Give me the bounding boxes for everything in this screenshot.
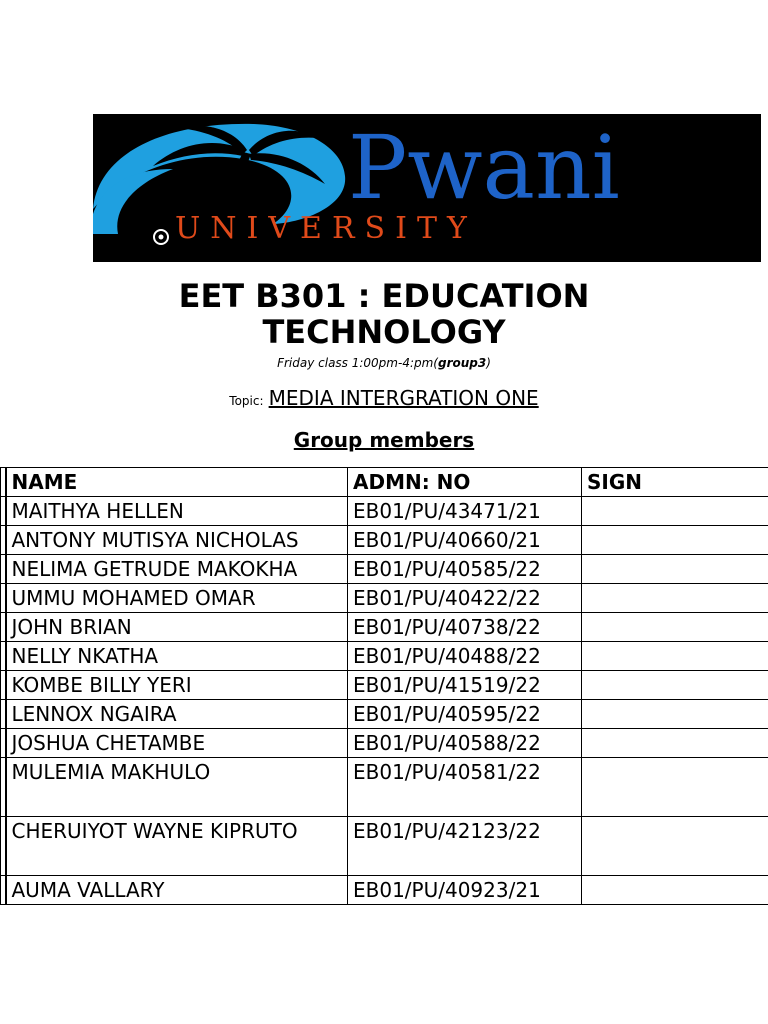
signature-cell — [582, 700, 768, 729]
member-name: JOHN BRIAN — [6, 613, 348, 642]
logo-name: Pwani — [348, 116, 620, 219]
member-name: CHERUIYOT WAYNE KIPRUTO — [6, 817, 348, 876]
course-title — [0, 278, 768, 350]
member-name: MULEMIA MAKHULO — [6, 758, 348, 817]
member-name: AUMA VALLARY — [6, 876, 348, 905]
member-name: ANTONY MUTISYA NICHOLAS — [6, 526, 348, 555]
table-row — [1, 642, 768, 671]
signature-cell — [582, 729, 768, 758]
signature-cell — [582, 876, 768, 905]
class-info — [0, 356, 768, 370]
table-row — [1, 671, 768, 700]
table-row — [1, 555, 768, 584]
table-row — [1, 613, 768, 642]
signature-cell — [582, 497, 768, 526]
topic-line — [0, 386, 768, 410]
admission-number: EB01/PU/40595/22 — [348, 700, 582, 729]
table-row — [1, 876, 768, 905]
table-row — [1, 497, 768, 526]
table-row — [1, 700, 768, 729]
signature-cell — [582, 584, 768, 613]
table-row — [1, 526, 768, 555]
table-row — [1, 758, 768, 817]
course-title-line2: TECHNOLOGY — [262, 313, 506, 351]
admission-number: EB01/PU/40488/22 — [348, 642, 582, 671]
table-row — [1, 584, 768, 613]
group-members-heading: Group members — [293, 428, 475, 452]
admission-number: EB01/PU/40660/21 — [348, 526, 582, 555]
course-title-line1: EET B301 : EDUCATION — [178, 277, 590, 315]
signature-cell — [582, 817, 768, 876]
member-name: LENNOX NGAIRA — [6, 700, 348, 729]
member-name: KOMBE BILLY YERI — [6, 671, 348, 700]
topic-label: Topic: — [229, 394, 264, 408]
member-name: NELIMA GETRUDE MAKOKHA — [6, 555, 348, 584]
table-row — [1, 817, 768, 876]
signature-cell — [582, 613, 768, 642]
column-header-admn: ADMN: NO — [348, 468, 582, 497]
admission-number: EB01/PU/42123/22 — [348, 817, 582, 876]
member-name: UMMU MOHAMED OMAR — [6, 584, 348, 613]
university-logo-banner — [93, 114, 761, 262]
admission-number: EB01/PU/40581/22 — [348, 758, 582, 817]
admission-number: EB01/PU/40422/22 — [348, 584, 582, 613]
admission-number: EB01/PU/40738/22 — [348, 613, 582, 642]
topic-value: MEDIA INTERGRATION ONE — [268, 386, 539, 410]
signature-cell — [582, 555, 768, 584]
member-name: JOSHUA CHETAMBE — [6, 729, 348, 758]
admission-number: EB01/PU/40588/22 — [348, 729, 582, 758]
signature-cell — [582, 526, 768, 555]
members-table — [0, 467, 768, 905]
class-info-close: ) — [486, 356, 491, 370]
group-label: group3 — [438, 356, 487, 370]
member-name: MAITHYA HELLEN — [6, 497, 348, 526]
member-name: NELLY NKATHA — [6, 642, 348, 671]
admission-number: EB01/PU/41519/22 — [348, 671, 582, 700]
class-info-text: Friday class 1:00pm-4:pm( — [277, 356, 438, 370]
column-header-sign: SIGN — [582, 468, 768, 497]
table-row — [1, 729, 768, 758]
admission-number: EB01/PU/40585/22 — [348, 555, 582, 584]
signature-cell — [582, 671, 768, 700]
table-header-row — [1, 468, 768, 497]
admission-number: EB01/PU/40923/21 — [348, 876, 582, 905]
signature-cell — [582, 758, 768, 817]
admission-number: EB01/PU/43471/21 — [348, 497, 582, 526]
column-header-name: NAME — [6, 468, 348, 497]
logo-subtitle: UNIVERSITY — [175, 211, 477, 246]
signature-cell — [582, 642, 768, 671]
